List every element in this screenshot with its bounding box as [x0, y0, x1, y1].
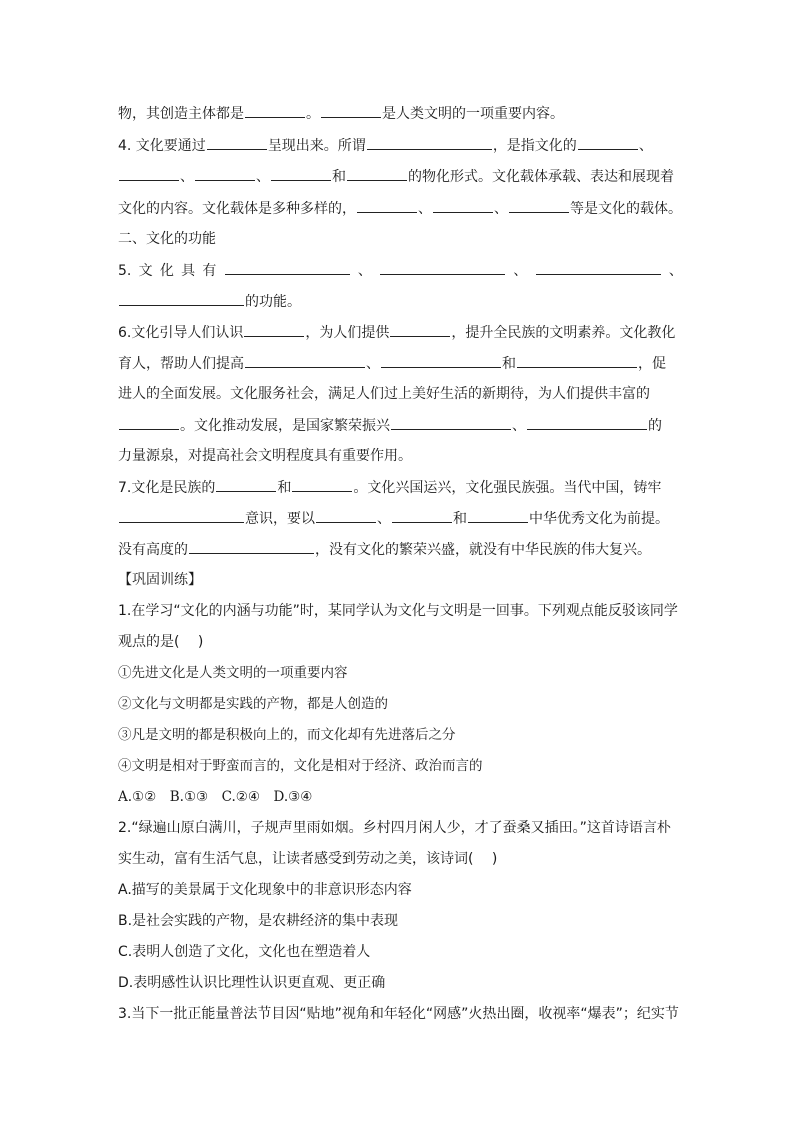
text: 和 — [453, 511, 467, 527]
answer-blank[interactable] — [392, 508, 452, 523]
text: 是人类文明的一项重要内容。 — [382, 106, 564, 122]
text: ，为人们提供 — [305, 325, 390, 341]
text: 的 — [648, 418, 662, 434]
text-line — [118, 322, 683, 343]
question-stem: 观点的是( ) — [118, 634, 204, 650]
text: 、 — [668, 263, 683, 279]
text: 育人，帮助人们提高 — [118, 356, 244, 372]
text: 、 — [494, 201, 508, 217]
text-line — [118, 103, 683, 124]
text: 文化的内容。文化载体是多种多样的， — [118, 201, 356, 217]
answer-choices: A.①② B.①③ C.②④ D.③④ — [118, 789, 313, 805]
answer-blank[interactable] — [527, 415, 647, 430]
text: 有 — [202, 263, 217, 279]
text: 没有高度的 — [118, 542, 188, 558]
answer-blank[interactable] — [357, 198, 417, 213]
text: 5. — [118, 263, 132, 279]
text: 。文化推动发展，是国家繁荣振兴 — [180, 418, 390, 434]
text: 、 — [256, 169, 270, 185]
answer-blank[interactable] — [380, 260, 505, 275]
answer-blank[interactable] — [119, 291, 244, 306]
question-stem: 3.当下一批正能量普法节目因“贴地”视角和年轻化“网感”火热出圈，收视率“爆表”；纪实节 — [118, 1006, 679, 1022]
text: 等是文化的载体。 — [570, 201, 682, 217]
text: 6.文化引导人们认识 — [118, 325, 244, 341]
text: 和 — [502, 356, 516, 372]
text-line — [118, 384, 683, 404]
answer-blank[interactable] — [367, 135, 492, 150]
answer-blank[interactable] — [536, 260, 661, 275]
answer-blank[interactable] — [390, 322, 450, 337]
text: 。文化兴国运兴，文化强民族强。当代中国，铸牢 — [353, 480, 662, 496]
text-line — [118, 508, 683, 529]
question-option: B.是社会实践的产物，是农耕经济的集中表现 — [118, 913, 399, 929]
answer-blank[interactable] — [244, 322, 304, 337]
text: 、 — [357, 263, 372, 279]
answer-blank[interactable] — [316, 508, 376, 523]
text: 的功能。 — [245, 294, 301, 310]
text: 、 — [377, 511, 391, 527]
text-line — [118, 260, 683, 281]
text: 中华优秀文化为前提。 — [529, 511, 669, 527]
text: 进人的全面发展。文化服务社会，满足人们过上美好生活的新期待，为人们提供丰富的 — [118, 386, 650, 402]
question-option: D.表明感性认识比理性认识更直观、更正确 — [118, 975, 386, 991]
text: 化 — [159, 263, 174, 279]
text-line — [118, 415, 683, 436]
question-option: ②文化与文明都是实践的产物，都是人创造的 — [118, 696, 388, 712]
answer-blank[interactable] — [391, 415, 511, 430]
text: 、 — [418, 201, 432, 217]
answer-blank[interactable] — [271, 166, 331, 181]
text: 的物化形式。文化载体承载、表达和展现着 — [408, 169, 674, 185]
section-heading: 二、文化的功能 — [118, 231, 216, 247]
question-option: ③凡是文明的都是积极向上的，而文化却有先进落后之分 — [118, 727, 456, 743]
text: 、 — [366, 356, 380, 372]
answer-blank[interactable] — [119, 415, 179, 430]
answer-blank[interactable] — [225, 260, 350, 275]
answer-blank[interactable] — [468, 508, 528, 523]
text: ，提升全民族的文明素养。文化教化 — [451, 325, 676, 341]
text: ，没有文化的繁荣兴盛，就没有中华民族的伟大复兴。 — [315, 542, 651, 558]
text-line — [118, 539, 683, 560]
answer-blank[interactable] — [578, 135, 638, 150]
text: 物，其创造主体都是 — [118, 106, 244, 122]
question-stem: 1.在学习“文化的内涵与功能”时，某同学认为文化与文明是一回事。下列观点能反驳该同学 — [118, 603, 678, 619]
text-line — [118, 135, 683, 156]
text: 7.文化是民族的 — [118, 480, 216, 496]
text: 、 — [513, 263, 528, 279]
text: 和 — [332, 169, 346, 185]
text-line — [118, 198, 683, 219]
section-heading: 【巩固训练】 — [118, 572, 202, 588]
question-option: ④文明是相对于野蛮而言的，文化是相对于经济、政治而言的 — [118, 758, 483, 774]
answer-blank[interactable] — [216, 477, 276, 492]
text: 4. 文化要通过 — [118, 138, 206, 154]
text: 、 — [638, 138, 653, 154]
answer-blank[interactable] — [119, 166, 179, 181]
text: 意识，要以 — [245, 511, 315, 527]
text-line — [118, 446, 683, 466]
text: 。 — [306, 106, 320, 122]
question-option: A.描写的美景属于文化现象中的非意识形态内容 — [118, 882, 412, 898]
answer-blank[interactable] — [381, 353, 501, 368]
text: 力量源泉，对提高社会文明程度具有重要作用。 — [118, 448, 412, 464]
question-option: C.表明人创造了文化，文化也在塑造着人 — [118, 944, 371, 960]
text: 具 — [181, 263, 196, 279]
text: 、 — [180, 169, 194, 185]
text: 、 — [512, 418, 526, 434]
text: 呈现出来。所谓 — [267, 138, 366, 154]
answer-blank[interactable] — [321, 103, 381, 118]
answer-blank[interactable] — [517, 353, 637, 368]
text: ，促 — [638, 356, 666, 372]
answer-blank[interactable] — [433, 198, 493, 213]
text-line — [118, 353, 683, 374]
text: ，是指文化的 — [492, 138, 577, 154]
text-line — [118, 477, 683, 498]
answer-blank[interactable] — [189, 539, 314, 554]
text: 文 — [138, 263, 153, 279]
question-stem: 2.“绿遍山原白满川，子规声里雨如烟。乡村四月闲人少，才了蚕桑又插田。”这首诗语言朴 — [118, 820, 671, 836]
answer-blank[interactable] — [207, 135, 267, 150]
text-line — [118, 291, 683, 312]
answer-blank[interactable] — [195, 166, 255, 181]
answer-blank[interactable] — [509, 198, 569, 213]
answer-blank[interactable] — [245, 103, 305, 118]
question-stem: 实生动，富有生活气息，让读者感受到劳动之美，该诗词( ) — [118, 851, 498, 867]
text-line — [118, 166, 683, 187]
text: 和 — [277, 480, 292, 496]
question-option: ①先进文化是人类文明的一项重要内容 — [118, 665, 348, 681]
answer-blank[interactable] — [347, 166, 407, 181]
answer-blank[interactable] — [292, 477, 352, 492]
answer-blank[interactable] — [245, 353, 365, 368]
answer-blank[interactable] — [119, 508, 244, 523]
